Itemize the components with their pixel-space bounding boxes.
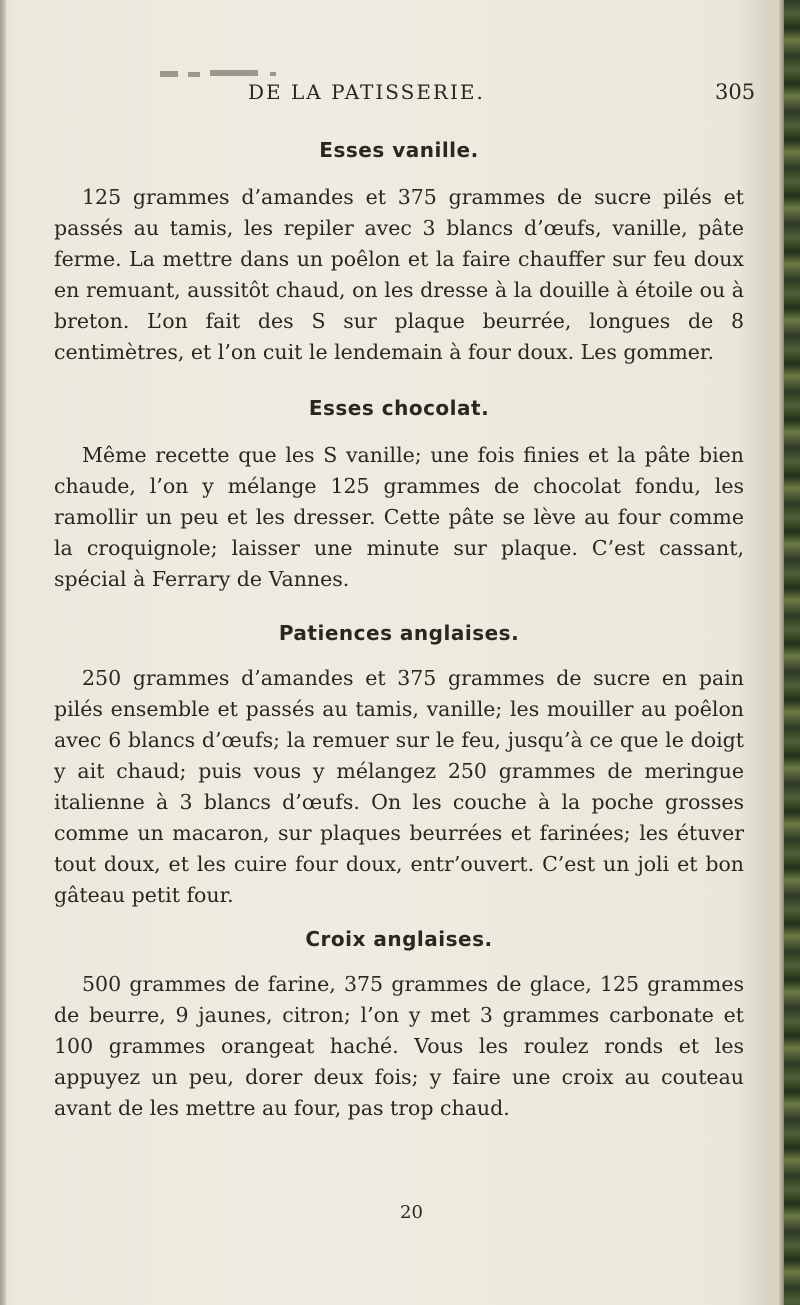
section-title: Croix anglaises. <box>305 927 493 951</box>
ink-smudge-mark <box>160 68 310 80</box>
recipe-section <box>54 138 744 368</box>
section-paragraph: Même recette que les S vanille; une fois finies et la pâte bien chaude, l’on y mélange 125 grammes de chocolat fondu, les ramollir un peu et les dresser. Cette pâte se lève au four comme la croquignole; laisser une minute sur plaque. C’est cassant, spécial à Ferrary de Vannes. <box>54 443 744 591</box>
recipe-content <box>54 138 744 1124</box>
section-title: Patiences anglaises. <box>278 621 520 645</box>
section-paragraph: 500 grammes de farine, 375 grammes de glace, 125 grammes de beurre, 9 jaunes, citron; l’on y met 3 grammes carbonate et 100 grammes orangeat haché. Vous les roulez ronds et les appuyez un peu, dorer deux fois; y faire une croix au couteau avant de les mettre au four, pas trop chaud. <box>54 972 744 1120</box>
section-title: Esses chocolat. <box>308 396 490 420</box>
recipe-section <box>54 621 744 911</box>
page-number: 305 <box>715 80 756 104</box>
page-gutter-shadow <box>0 0 6 1305</box>
section-paragraph: 250 grammes d’amandes et 375 grammes de sucre en pain pilés ensemble et passés au tamis, vanille; les mouiller au poêlon avec 6 blancs d’œufs; la remuer sur le feu, jusqu’à ce que le doigt y ait chaud; puis vous y mélangez 250 grammes de meringue italienne à 3 blancs d’œufs. On les couche à la poche grosses comme un macaron, sur plaques beurrées et farinées; les étuver tout doux, et les cuire four doux, entr’ouvert. C’est un joli et bon gâteau petit four. <box>54 666 744 907</box>
recipe-section <box>54 396 744 595</box>
running-header-title: DE LA PATISSERIE. <box>248 80 485 104</box>
book-binding-edge <box>784 0 800 1305</box>
section-title: Esses vanille. <box>319 138 479 162</box>
signature-mark: 20 <box>400 1202 423 1223</box>
recipe-section <box>54 927 744 1124</box>
section-paragraph: 125 grammes d’amandes et 375 grammes de sucre pilés et passés au tamis, les repiler avec 3 blancs d’œufs, vanille, pâte ferme. La mettre dans un poêlon et la faire chauffer sur feu doux en remuant, aussitôt chaud, on les dresse à la douille à étoile ou à breton. L’on fait des S sur plaque beurrée, longues de 8 centimètres, et l’on cuit le lendemain à four doux. Les gommer. <box>54 185 744 364</box>
